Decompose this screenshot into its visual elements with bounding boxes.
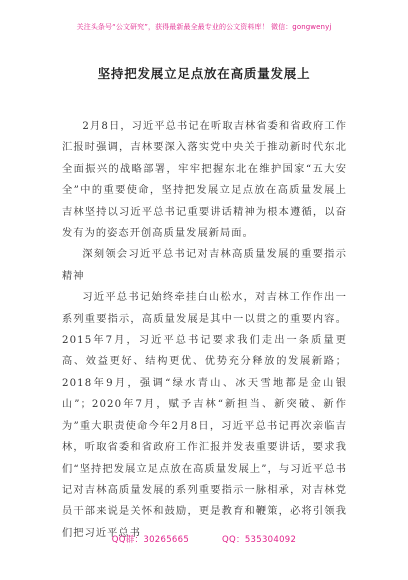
paragraph-2-subheading: 深刻领会习近平总书记对吉林高质量发展的重要指示精神 xyxy=(62,249,347,282)
paragraph-1: 2月8日，习近平总书记在听取吉林省委和省政府工作汇报时强调，吉林要深入落实党中央关于推动新时代东北全面振兴的战略部署，牢牢把握东北在维护国家“五大安全”中的重要使命，坚持把发展立足点放在高质量发展上吉林坚持以习近平总书记重要讲话精神为根本遵循，以奋发有为的姿态开创高质量发展新局面。 xyxy=(62,121,347,240)
document-body xyxy=(62,116,347,544)
paragraph-3: 习近平总书记始终牵挂白山松水，对吉林工作作出一系列重要指示，高质量发展是其中一以贯之的重要内容。2015年7月，习近平总书记要求我们走出一条质量更高、效益更好、结构更优、优势充分释放的发展新路；2018年9月，强调“绿水青山、冰天雪地都是金山银山”；2020年7月，赋予吉林“新担当、新突破、新作为”重大职责使命今年2月8日，习近平总书记再次亲临吉林，听取省委和省政府工作汇报并发表重要讲话，要求我们“坚持把发展立足点放在高质量发展上”，与习近平总书记对吉林高质量发展的系列重要指示一脉相承，对吉林党员干部来说是关怀和鼓励，更是教育和鞭策，必将引领我们把习近平总书 xyxy=(62,292,347,539)
footer-qq-group: QQ群：30265665 xyxy=(111,535,190,545)
document-title: 坚持把发展立足点放在高质量发展上 xyxy=(97,66,311,81)
top-banner: 关注头条号“公文研究”，获得最新最全最专业的公文资料库！ 微信：gongwenyj xyxy=(76,23,332,31)
footer xyxy=(0,533,408,545)
footer-qq: QQ：535304092 xyxy=(222,535,297,545)
